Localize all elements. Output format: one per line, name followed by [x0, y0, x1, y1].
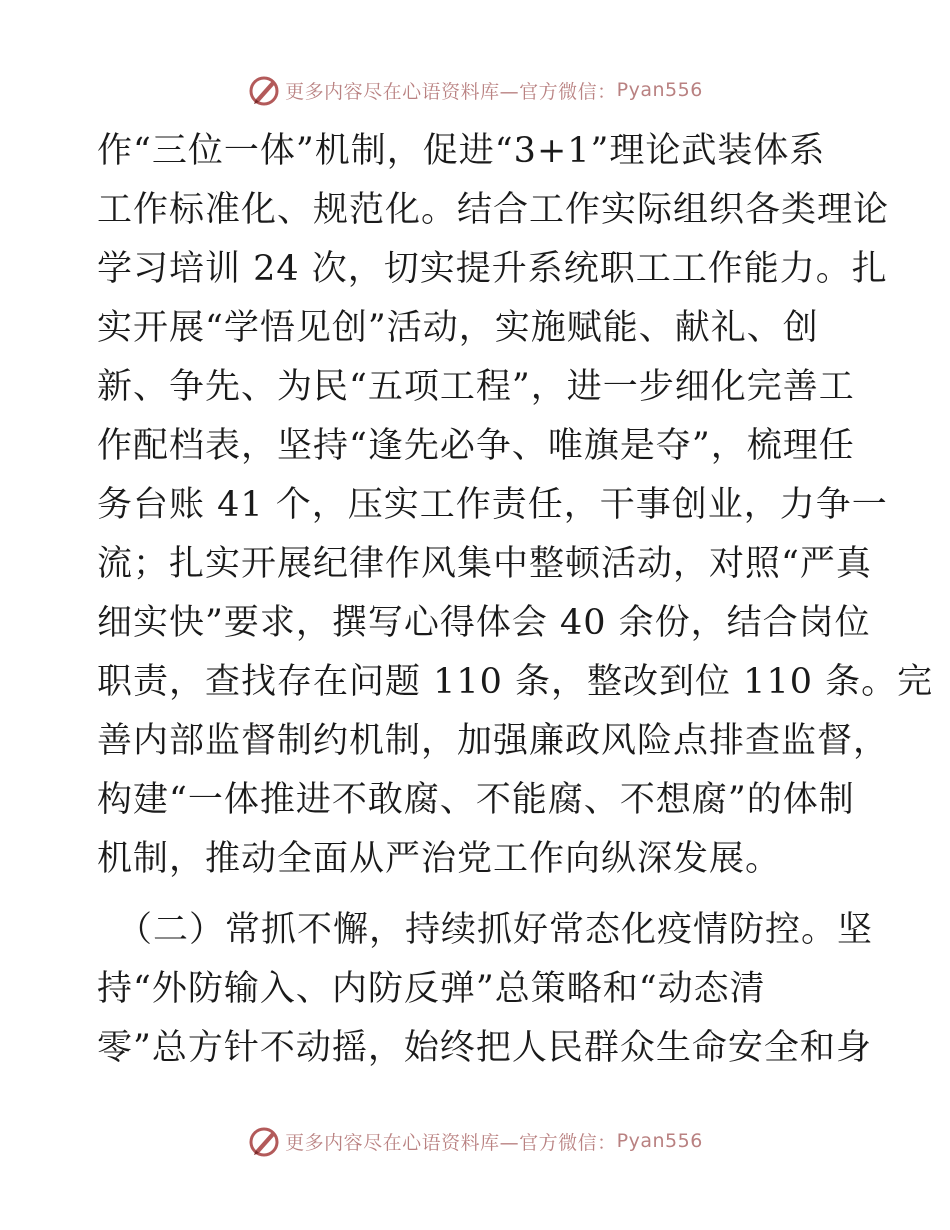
text-line: 实开展“学悟见创”活动，实施赋能、献礼、创 [97, 308, 819, 348]
text-line: 学习培训 24 次，切实提升系统职工工作能力。扎 [97, 249, 888, 289]
watermark-wechat-id: Pyan556 [616, 79, 703, 101]
text-line: 机制，推动全面从严治党工作向纵深发展。 [97, 839, 782, 879]
watermark-text: 更多内容尽在心语资料库—官方微信： [285, 1131, 617, 1154]
text-line: 善内部监督制约机制，加强廉政风险点排查监督， [97, 721, 890, 761]
text-line: 新、争先、为民“五项工程”，进一步细化完善工 [97, 367, 855, 407]
text-line: 职责，查找存在问题 110 条，整改到位 110 条。完 [97, 662, 934, 702]
watermark-text: 更多内容尽在心语资料库—官方微信： [285, 80, 617, 103]
text-line: 作“三位一体”机制，促进“3+1”理论武装体系 [97, 131, 826, 171]
text-line: 构建“一体推进不敢腐、不能腐、不想腐”的体制 [97, 780, 855, 820]
document-body [97, 122, 934, 1078]
text-line: 细实快”要求，撰写心得体会 40 余份，结合岗位 [97, 603, 871, 643]
pen-logo-icon [247, 73, 281, 107]
text-line: 零”总方针不动摇，始终把人民群众生命安全和身 [97, 1028, 872, 1068]
section-heading-line: （二）常抓不懈，持续抓好常态化疫情防控。坚 [117, 910, 874, 950]
footer-watermark [0, 1124, 950, 1158]
text-line: 务台账 41 个，压实工作责任，干事创业，力争一 [97, 485, 888, 525]
pen-logo-icon [247, 1124, 281, 1158]
text-line: 流；扎实开展纪律作风集中整顿活动，对照“严真 [97, 544, 872, 584]
text-line: 工作标准化、规范化。结合工作实际组织各类理论 [97, 190, 890, 230]
watermark-wechat-id: Pyan556 [616, 1130, 703, 1152]
text-line: 作配档表，坚持“逢先必争、唯旗是夺”，梳理任 [97, 426, 855, 466]
header-watermark [0, 73, 950, 107]
text-line: 持“外防输入、内防反弹”总策略和“动态清 [97, 969, 766, 1009]
